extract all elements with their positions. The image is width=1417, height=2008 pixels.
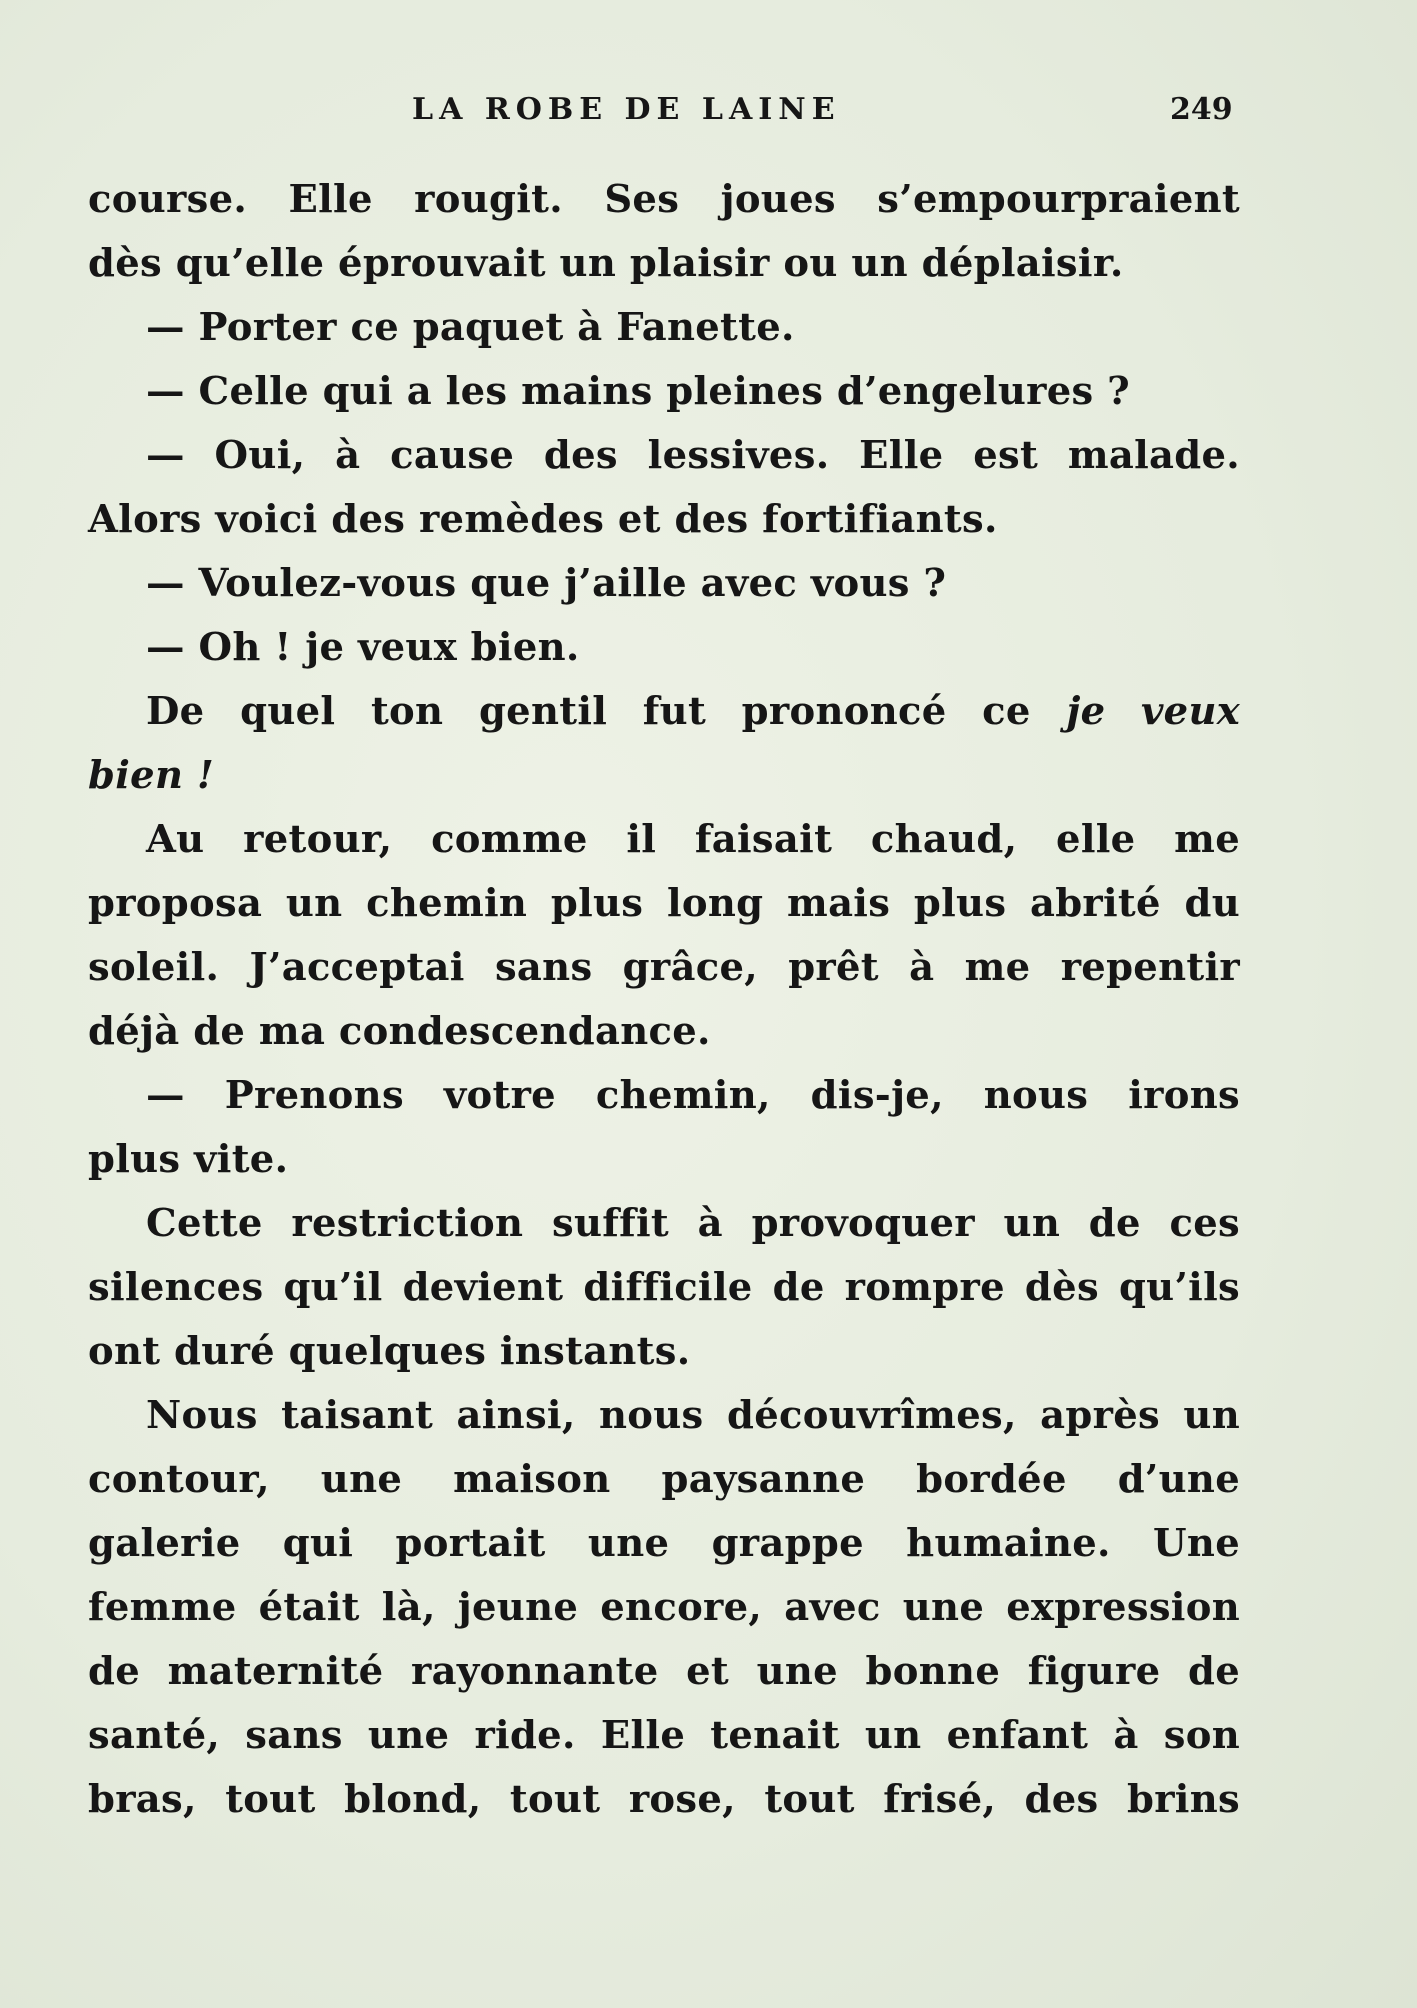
running-head <box>0 92 1417 132</box>
text-line: femme était là, jeune encore, avec une expression <box>88 1585 1240 1630</box>
text-line: galerie qui portait une grappe humaine. Une <box>88 1521 1240 1566</box>
text-line: course. Elle rougit. Ses joues s’empourpraient <box>88 177 1240 222</box>
text-line: De quel ton gentil fut prononcé ce je veux <box>146 689 1241 734</box>
text-line <box>88 744 1240 808</box>
text-line: — Oh ! je veux bien. <box>146 625 580 670</box>
text-line: dès qu’elle éprouvait un plaisir ou un déplaisir. <box>88 241 1124 286</box>
text-line: Nous taisant ainsi, nous découvrîmes, après un <box>146 1393 1240 1438</box>
text-line: de maternité rayonnante et une bonne figure de <box>88 1649 1240 1694</box>
text-line: plus vite. <box>88 1137 289 1182</box>
text-line: bras, tout blond, tout rose, tout frisé, des brins <box>88 1777 1240 1822</box>
text-line: ont duré quelques instants. <box>88 1329 691 1374</box>
text-line: — Porter ce paquet à Fanette. <box>146 305 795 350</box>
italic-phrase: je veux <box>1066 689 1241 734</box>
text-line: — Voulez-vous que j’aille avec vous ? <box>146 561 947 606</box>
text-line: Au retour, comme il faisait chaud, elle me <box>146 817 1240 862</box>
text-line: — Prenons votre chemin, dis-je, nous irons <box>146 1073 1240 1118</box>
text-line: silences qu’il devient difficile de rompre dès qu’ils <box>88 1265 1240 1310</box>
italic-phrase: bien ! <box>88 753 215 798</box>
text-line: Cette restriction suffit à provoquer un de ces <box>146 1201 1240 1246</box>
text-line: soleil. J’acceptai sans grâce, prêt à me repentir <box>88 945 1240 990</box>
running-title: LA ROBE DE LAINE <box>412 92 841 127</box>
body-text <box>88 168 1240 1832</box>
text-line: Alors voici des remèdes et des fortifiants. <box>88 497 998 542</box>
text-line: santé, sans une ride. Elle tenait un enfant à son <box>88 1713 1240 1758</box>
text-line: proposa un chemin plus long mais plus abrité du <box>88 881 1240 926</box>
text-line: contour, une maison paysanne bordée d’une <box>88 1457 1240 1502</box>
page-number: 249 <box>1170 92 1233 127</box>
text-line: — Celle qui a les mains pleines d’engelures ? <box>146 369 1131 414</box>
text-line: — Oui, à cause des lessives. Elle est malade. <box>146 433 1240 478</box>
text-line: déjà de ma condescendance. <box>88 1009 711 1054</box>
